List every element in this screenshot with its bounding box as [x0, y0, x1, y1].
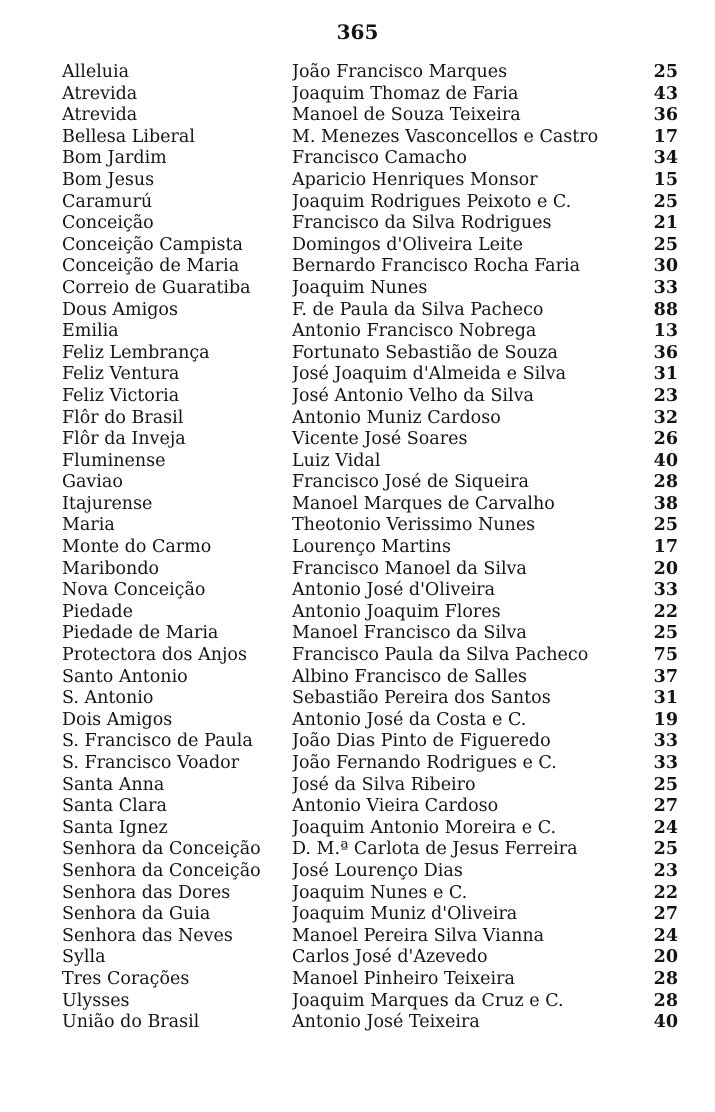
owner-name: Joaquim Marques da Cruz e C.: [292, 990, 564, 1011]
entry-number: 28: [653, 990, 678, 1011]
vessel-name: União do Brasil: [62, 1012, 200, 1033]
owner-name: Fortunato Sebastião de Souza: [292, 342, 558, 363]
owner-name: Bernardo Francisco Rocha Faria: [292, 256, 581, 277]
entry-number: 27: [653, 904, 678, 925]
owner-name: Domingos d'Oliveira Leite: [292, 234, 524, 255]
owner-name: Antonio José d'Oliveira: [292, 580, 496, 601]
entry-number: 33: [653, 731, 678, 752]
list-item: [0, 926, 715, 948]
owner-name: D. M.ª Carlota de Jesus Ferreira: [292, 839, 578, 860]
entry-number: 28: [653, 968, 678, 989]
entry-number: 88: [653, 299, 678, 320]
entry-number: 43: [653, 83, 678, 104]
vessel-name: Monte do Carmo: [62, 537, 212, 558]
list-item: [0, 84, 715, 106]
list-item: [0, 731, 715, 753]
owner-name: Manoel Pinheiro Teixeira: [292, 968, 515, 989]
vessel-name: S. Francisco Voador: [62, 753, 240, 773]
entry-number: 23: [653, 385, 678, 406]
list-item: [0, 645, 715, 667]
list-item: [0, 775, 715, 797]
owner-name: Joaquim Antonio Moreira e C.: [292, 817, 557, 838]
list-item: [0, 278, 715, 300]
list-item: [0, 494, 715, 516]
vessel-name: Protectora dos Anjos: [62, 645, 247, 666]
vessel-name: Atrevida: [62, 83, 138, 104]
entry-number: 13: [653, 321, 678, 342]
vessel-name: Senhora da Conceição: [62, 860, 261, 881]
list-item: [0, 343, 715, 365]
owner-name: Manoel Pereira Silva Vianna: [292, 925, 545, 946]
list-item: [0, 861, 715, 883]
entry-number: 30: [653, 256, 678, 277]
list-item: [0, 192, 715, 214]
list-item: [0, 580, 715, 602]
owner-name: Antonio José Teixeira: [292, 1012, 480, 1033]
vessel-name: Bom Jardim: [62, 148, 167, 169]
vessel-name: Atrevida: [62, 105, 138, 126]
list-item: [0, 213, 715, 235]
entry-number: 33: [653, 580, 678, 601]
entry-number: 25: [653, 234, 678, 255]
entry-number: 20: [653, 558, 678, 579]
list-item: [0, 1012, 715, 1034]
vessel-name: Santa Clara: [62, 796, 167, 817]
vessel-name: Caramurú: [62, 191, 153, 212]
vessel-name: Santa Ignez: [62, 817, 168, 838]
owner-name: Antonio Vieira Cardoso: [292, 796, 499, 817]
list-item: [0, 105, 715, 127]
entry-number: 22: [653, 601, 678, 622]
list-item: [0, 753, 715, 775]
entry-number: 28: [653, 472, 678, 493]
list-item: [0, 451, 715, 473]
vessel-name: Tres Corações: [62, 968, 190, 989]
list-item: [0, 688, 715, 710]
owner-name: Antonio Muniz Cardoso: [292, 407, 501, 428]
list-item: [0, 883, 715, 905]
owner-name: Theotonio Verissimo Nunes: [292, 515, 536, 536]
owner-name: Joaquim Nunes: [292, 277, 428, 298]
entry-number: 38: [653, 493, 678, 514]
owner-name: Antonio Francisco Nobrega: [292, 321, 537, 342]
list-item: [0, 969, 715, 991]
entry-number: 20: [653, 947, 678, 968]
list-item: [0, 170, 715, 192]
list-item: [0, 408, 715, 430]
list-item: [0, 710, 715, 732]
entry-list: [0, 62, 715, 1034]
owner-name: João Francisco Marques: [292, 62, 508, 82]
vessel-name: Alleluia: [62, 62, 130, 82]
owner-name: F. de Paula da Silva Pacheco: [292, 299, 544, 320]
vessel-name: Conceição Campista: [62, 234, 243, 255]
list-item: [0, 623, 715, 645]
list-item: [0, 947, 715, 969]
list-item: [0, 818, 715, 840]
list-item: [0, 300, 715, 322]
entry-number: 25: [653, 623, 678, 644]
entry-number: 26: [653, 429, 678, 450]
entry-number: 24: [653, 925, 678, 946]
vessel-name: Senhora da Guia: [62, 904, 211, 925]
vessel-name: Senhora das Neves: [62, 925, 233, 946]
list-item: [0, 148, 715, 170]
owner-name: Manoel Francisco da Silva: [292, 623, 527, 644]
entry-number: 31: [653, 688, 678, 709]
entry-number: 15: [653, 169, 678, 190]
list-item: [0, 839, 715, 861]
entry-number: 21: [653, 213, 678, 234]
owner-name: Francisco da Silva Rodrigues: [292, 213, 552, 234]
owner-name: Manoel Marques de Carvalho: [292, 493, 555, 514]
owner-name: M. Menezes Vasconcellos e Castro: [292, 126, 599, 147]
owner-name: João Fernando Rodrigues e C.: [292, 753, 557, 773]
entry-number: 75: [653, 645, 678, 666]
entry-number: 37: [653, 666, 678, 687]
owner-name: Aparicio Henriques Monsor: [292, 169, 538, 190]
vessel-name: Ulysses: [62, 990, 130, 1011]
list-item: [0, 602, 715, 624]
entry-number: 25: [653, 515, 678, 536]
vessel-name: Maria: [62, 515, 115, 536]
vessel-name: Flôr do Brasil: [62, 407, 184, 428]
owner-name: Francisco Camacho: [292, 148, 467, 169]
list-item: [0, 559, 715, 581]
entry-number: 17: [653, 537, 678, 558]
owner-name: Francisco José de Siqueira: [292, 472, 529, 493]
owner-name: José Antonio Velho da Silva: [292, 385, 534, 406]
vessel-name: Senhora da Conceição: [62, 839, 261, 860]
vessel-name: Dous Amigos: [62, 299, 178, 320]
entry-number: 27: [653, 796, 678, 817]
vessel-name: Flôr da Inveja: [62, 429, 186, 450]
entry-number: 17: [653, 126, 678, 147]
vessel-name: Bom Jesus: [62, 169, 155, 190]
list-item: [0, 321, 715, 343]
list-item: [0, 62, 715, 84]
owner-name: Antonio Joaquim Flores: [292, 601, 501, 622]
owner-name: Joaquim Nunes e C.: [292, 882, 468, 903]
owner-name: Francisco Paula da Silva Pacheco: [292, 645, 589, 666]
list-item: [0, 386, 715, 408]
list-item: [0, 991, 715, 1013]
list-item: [0, 127, 715, 149]
entry-number: 25: [653, 774, 678, 795]
vessel-name: Maribondo: [62, 558, 160, 579]
entry-number: 22: [653, 882, 678, 903]
list-item: [0, 429, 715, 451]
entry-number: 34: [653, 148, 678, 169]
list-item: [0, 796, 715, 818]
vessel-name: Fluminense: [62, 450, 166, 471]
vessel-name: Nova Conceição: [62, 580, 206, 601]
owner-name: Joaquim Muniz d'Oliveira: [292, 904, 518, 925]
owner-name: Manoel de Souza Teixeira: [292, 105, 521, 126]
entry-number: 31: [653, 364, 678, 385]
entry-number: 25: [653, 839, 678, 860]
entry-number: 36: [653, 342, 678, 363]
vessel-name: Santo Antonio: [62, 666, 188, 687]
list-item: [0, 364, 715, 386]
list-item: [0, 537, 715, 559]
entry-number: 24: [653, 817, 678, 838]
owner-name: Joaquim Thomaz de Faria: [292, 83, 519, 104]
owner-name: Albino Francisco de Salles: [292, 666, 527, 687]
owner-name: Antonio José da Costa e C.: [292, 709, 527, 730]
list-item: [0, 667, 715, 689]
owner-name: Lourenço Martins: [292, 537, 451, 558]
vessel-name: Sylla: [62, 947, 106, 968]
vessel-name: Gaviao: [62, 472, 123, 493]
vessel-name: Piedade de Maria: [62, 623, 219, 644]
vessel-name: Itajurense: [62, 493, 153, 514]
entry-number: 40: [653, 1012, 678, 1033]
list-item: [0, 515, 715, 537]
list-item: [0, 472, 715, 494]
owner-name: Carlos José d'Azevedo: [292, 947, 488, 968]
entry-number: 32: [653, 407, 678, 428]
owner-name: José da Silva Ribeiro: [292, 774, 476, 795]
entry-number: 40: [653, 450, 678, 471]
owner-name: Vicente José Soares: [292, 429, 468, 450]
vessel-name: Conceição: [62, 213, 154, 234]
owner-name: João Dias Pinto de Figueredo: [292, 731, 551, 752]
vessel-name: S. Francisco de Paula: [62, 731, 253, 752]
vessel-name: Piedade: [62, 601, 133, 622]
vessel-name: Feliz Lembrança: [62, 342, 210, 363]
entry-number: 25: [653, 191, 678, 212]
entry-number: 33: [653, 277, 678, 298]
vessel-name: Correio de Guaratiba: [62, 277, 251, 298]
owner-name: Sebastião Pereira dos Santos: [292, 688, 551, 709]
owner-name: José Joaquim d'Almeida e Silva: [292, 364, 567, 385]
list-item: [0, 256, 715, 278]
vessel-name: Senhora das Dores: [62, 882, 231, 903]
entry-number: 33: [653, 753, 678, 773]
list-item: [0, 235, 715, 257]
vessel-name: Feliz Victoria: [62, 385, 180, 406]
owner-name: Joaquim Rodrigues Peixoto e C.: [292, 191, 572, 212]
list-item: [0, 904, 715, 926]
entry-number: 25: [653, 62, 678, 82]
owner-name: José Lourenço Dias: [292, 860, 463, 881]
vessel-name: Santa Anna: [62, 774, 165, 795]
vessel-name: Conceição de Maria: [62, 256, 240, 277]
vessel-name: Feliz Ventura: [62, 364, 180, 385]
entry-number: 23: [653, 860, 678, 881]
vessel-name: S. Antonio: [62, 688, 154, 709]
vessel-name: Emilia: [62, 321, 119, 342]
owner-name: Luiz Vidal: [292, 450, 381, 471]
owner-name: Francisco Manoel da Silva: [292, 558, 527, 579]
entry-number: 36: [653, 105, 678, 126]
entry-number: 19: [653, 709, 678, 730]
vessel-name: Bellesa Liberal: [62, 126, 195, 147]
vessel-name: Dois Amigos: [62, 709, 173, 730]
page-number: 365: [336, 20, 379, 44]
